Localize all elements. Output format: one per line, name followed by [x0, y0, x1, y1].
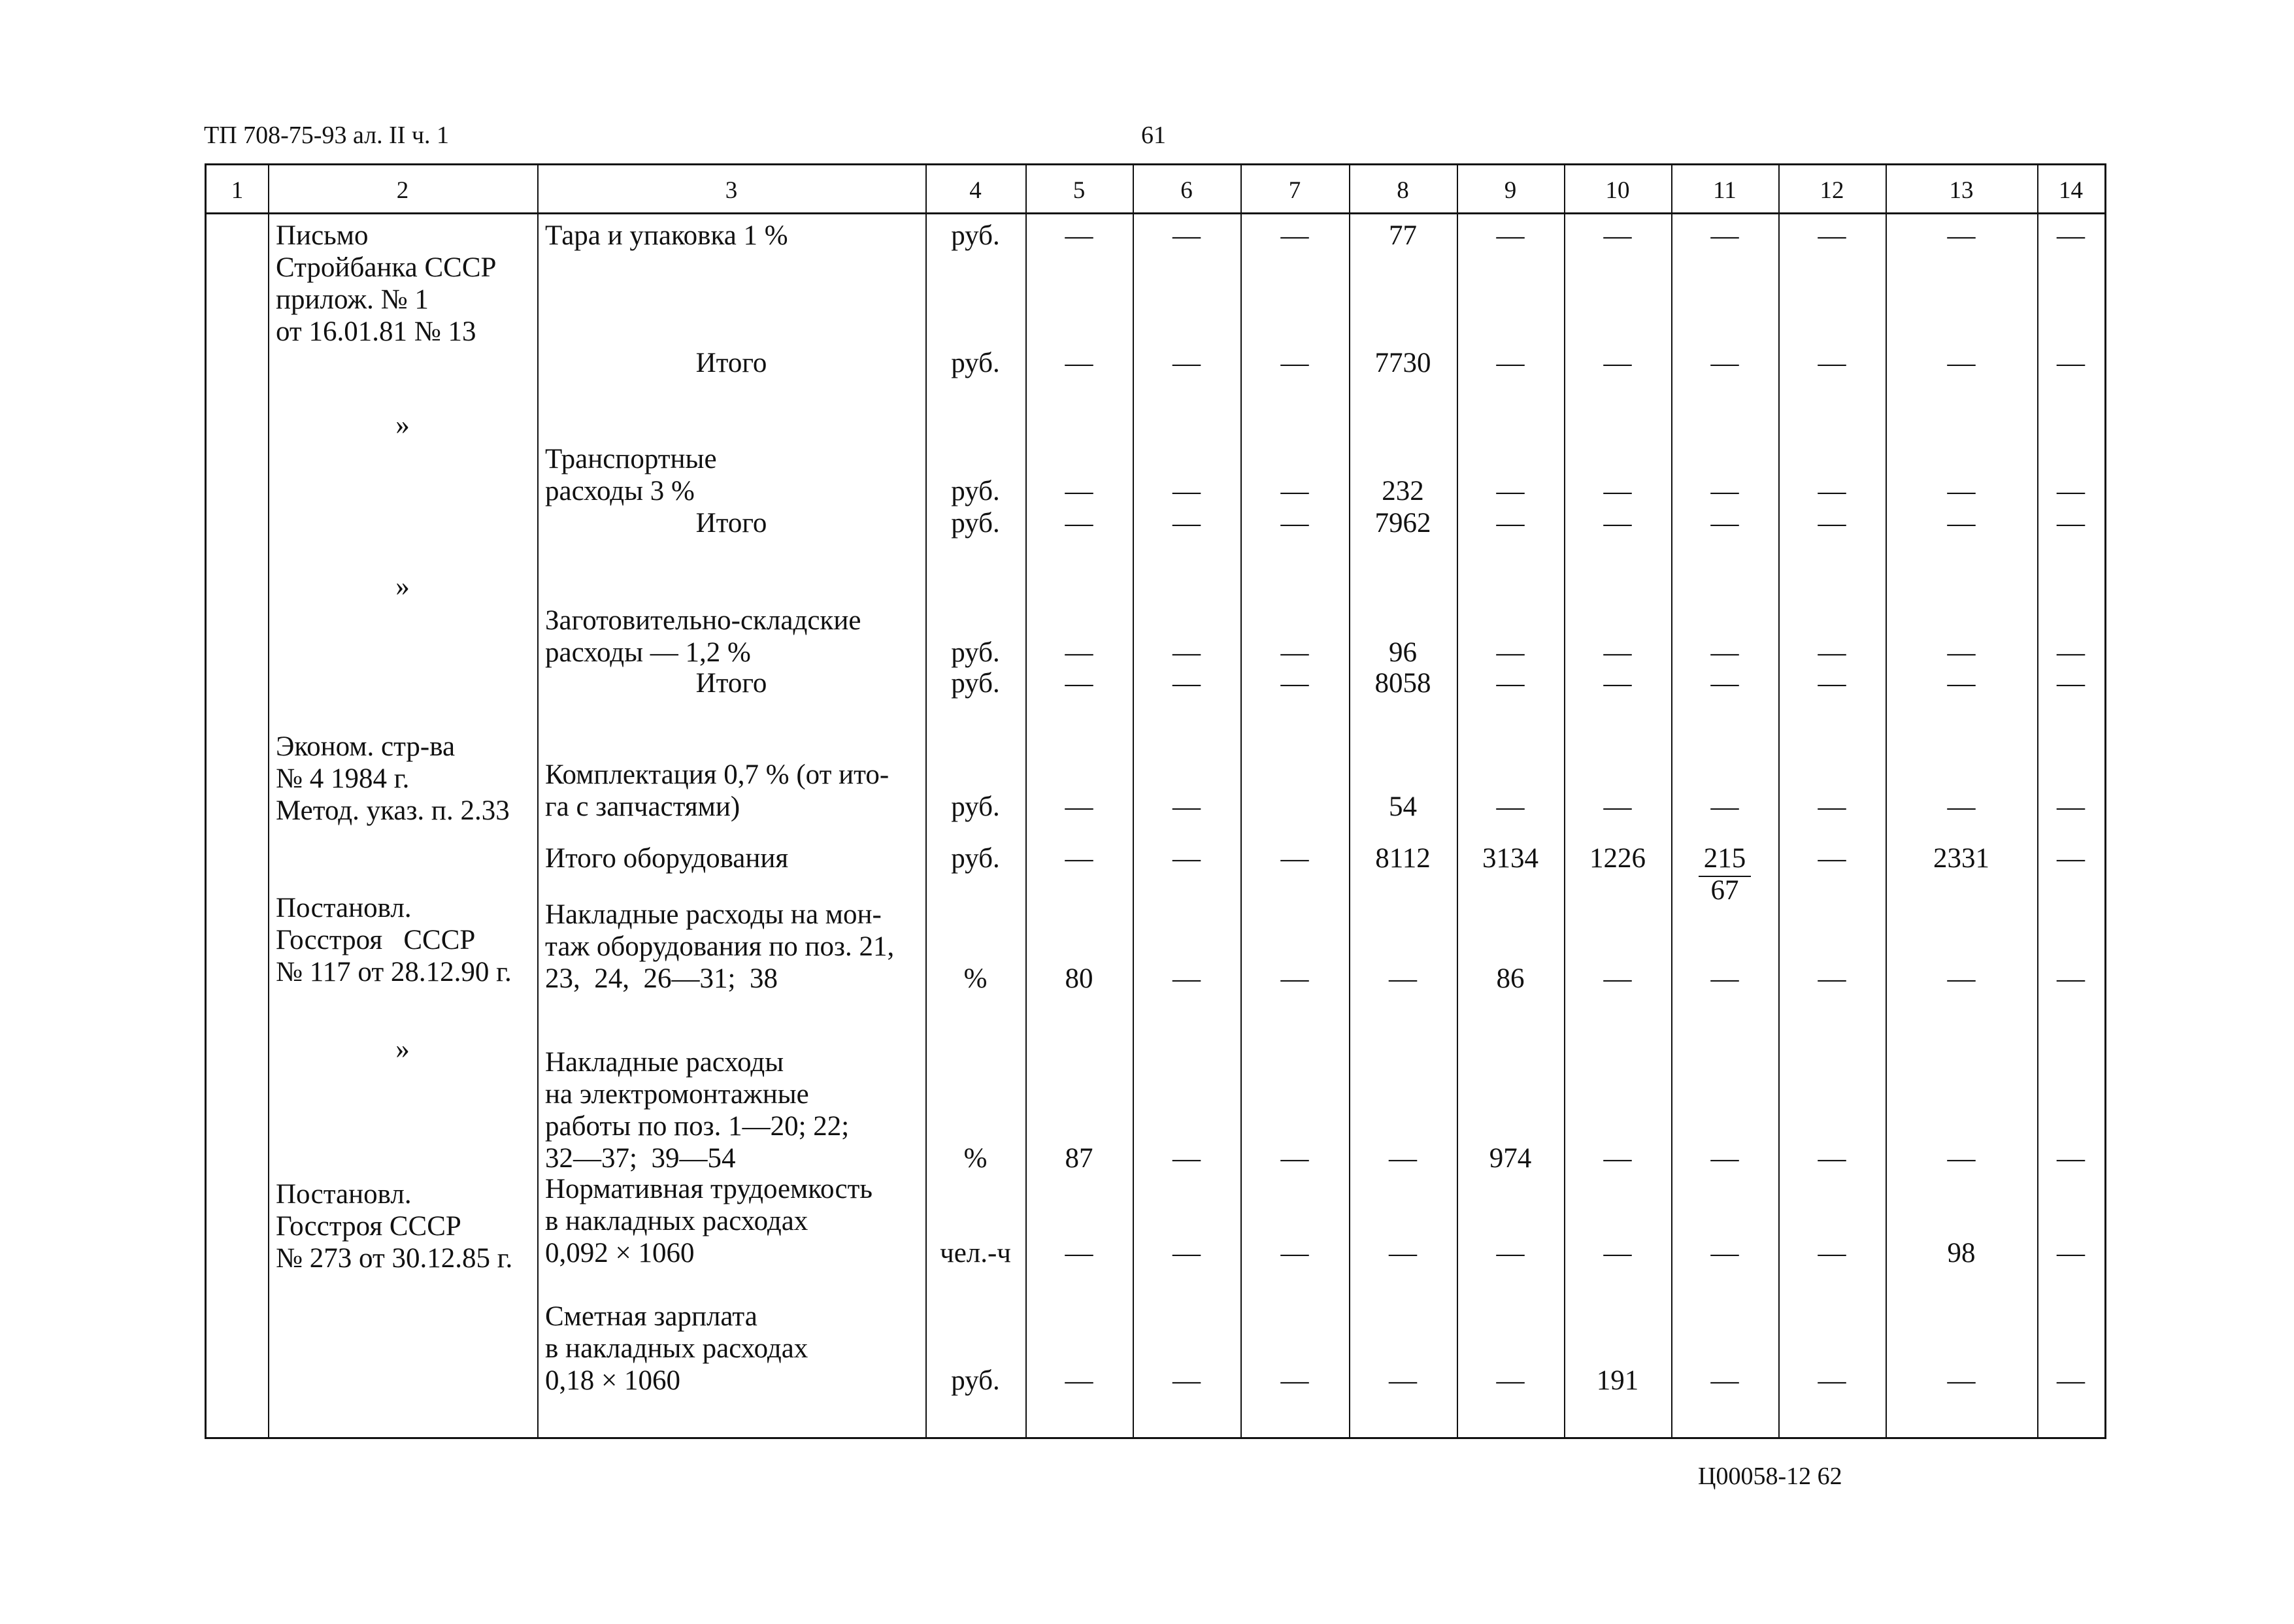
source-reference: »	[395, 410, 410, 440]
column-12-value: —	[1818, 963, 1846, 994]
column-13-value: —	[1947, 791, 1976, 822]
column-8-value: 7730	[1374, 348, 1431, 378]
column-9-value: —	[1496, 508, 1525, 539]
column-number-label: 6	[1180, 177, 1193, 204]
item-description: Сметная зарплата в накладных расходах 0,18 × 1060	[545, 1301, 808, 1396]
column-5-value: —	[1065, 1365, 1093, 1396]
column-9-value: —	[1496, 791, 1525, 822]
column-11-value: —	[1710, 668, 1739, 699]
column-9-value: —	[1496, 1238, 1525, 1268]
column-13-value: —	[1947, 1143, 1976, 1174]
column-8-value: 7962	[1374, 508, 1431, 539]
column-5-value: —	[1065, 220, 1093, 251]
subtotal-label: Итого	[695, 668, 767, 699]
column-7-value: —	[1280, 637, 1309, 668]
column-10-value: —	[1603, 220, 1632, 251]
column-13-value: —	[1947, 1365, 1976, 1396]
column-5-value: 87	[1065, 1143, 1093, 1174]
column-5-value: —	[1065, 637, 1093, 668]
column-13-value: —	[1947, 508, 1976, 539]
item-description: Транспортные расходы 3 %	[545, 444, 717, 506]
column-number-label: 13	[1949, 177, 1974, 204]
footer-page-number: 62	[1817, 1463, 1842, 1490]
column-13-value: —	[1947, 637, 1976, 668]
item-description: Тара и упаковка 1 %	[545, 220, 788, 251]
column-10-value: 1226	[1589, 843, 1646, 874]
column-10-value: —	[1603, 963, 1632, 994]
column-10-value: —	[1603, 508, 1632, 539]
column-13-value: —	[1947, 476, 1976, 506]
column-8-value: 8058	[1374, 668, 1431, 699]
column-number-label: 10	[1605, 177, 1630, 204]
column-11-value: —	[1710, 348, 1739, 378]
column-9-value: 86	[1496, 963, 1525, 994]
column-11-value: —	[1710, 1238, 1739, 1268]
column-14-value: —	[2057, 348, 2085, 378]
column-7-value: —	[1280, 1365, 1309, 1396]
column-9-value: —	[1496, 1365, 1525, 1396]
fraction-bar	[1699, 876, 1751, 877]
column-10-value: —	[1603, 476, 1632, 506]
column-number-label: 1	[231, 177, 244, 204]
document-code: ТП 708-75-93 ал. II ч. 1	[204, 122, 450, 149]
column-6-value: —	[1172, 508, 1201, 539]
column-7-value: —	[1280, 476, 1309, 506]
column-9-value: —	[1496, 668, 1525, 699]
column-11-value: —	[1710, 1365, 1739, 1396]
column-9-value: —	[1496, 348, 1525, 378]
fraction-value	[1697, 842, 1752, 906]
unit: руб.	[951, 508, 1000, 539]
column-number-label: 8	[1397, 177, 1409, 204]
column-7-value: —	[1280, 1238, 1309, 1268]
column-number-label: 14	[2059, 177, 2083, 204]
source-reference: Постановл. Госстроя СССР № 273 от 30.12.85 г.	[276, 1179, 513, 1274]
column-6-value: —	[1172, 791, 1201, 822]
column-6-value: —	[1172, 348, 1201, 378]
column-5-value: 80	[1065, 963, 1093, 994]
column-number-label: 7	[1288, 177, 1301, 204]
subtotal-label: Итого	[695, 508, 767, 539]
column-number-label: 9	[1504, 177, 1517, 204]
source-reference: Эконом. стр-ва № 4 1984 г. Метод. указ. п. 2.33	[276, 731, 510, 826]
column-10-value: —	[1603, 668, 1632, 699]
column-12-value: —	[1818, 791, 1846, 822]
column-12-value: —	[1818, 348, 1846, 378]
column-6-value: —	[1172, 220, 1201, 251]
column-7-value: —	[1280, 843, 1309, 874]
column-12-value: —	[1818, 843, 1846, 874]
column-9-value: —	[1496, 637, 1525, 668]
unit: руб.	[951, 668, 1000, 699]
column-8-value: 77	[1389, 220, 1417, 251]
column-12-value: —	[1818, 1365, 1846, 1396]
column-8-value: 96	[1389, 637, 1417, 668]
column-13-value: —	[1947, 220, 1976, 251]
column-5-value: —	[1065, 843, 1093, 874]
column-10-value: —	[1603, 1238, 1632, 1268]
column-13-value: —	[1947, 963, 1976, 994]
column-12-value: —	[1818, 637, 1846, 668]
column-10-value: —	[1603, 348, 1632, 378]
fraction-denominator: 67	[1710, 875, 1739, 906]
column-5-value: —	[1065, 508, 1093, 539]
column-9-value: —	[1496, 220, 1525, 251]
source-reference: »	[395, 571, 410, 602]
unit: руб.	[951, 1365, 1000, 1396]
source-reference: Письмо Стройбанка СССР прилож. № 1 от 16.01.81 № 13	[276, 220, 497, 347]
source-reference: »	[395, 1034, 410, 1065]
column-8-value: 8112	[1375, 843, 1431, 874]
column-11-value: —	[1710, 476, 1739, 506]
column-5-value: —	[1065, 476, 1093, 506]
item-description: Заготовительно-складские расходы — 1,2 %	[545, 605, 861, 668]
column-14-value: —	[2057, 508, 2085, 539]
column-5-value: —	[1065, 348, 1093, 378]
column-6-value: —	[1172, 963, 1201, 994]
column-6-value: —	[1172, 637, 1201, 668]
unit: руб.	[951, 348, 1000, 378]
item-description: Итого оборудования	[545, 843, 789, 874]
column-9-value: 974	[1489, 1143, 1532, 1174]
column-13-value: 2331	[1933, 843, 1989, 874]
column-5-value: —	[1065, 791, 1093, 822]
column-13-value: —	[1947, 668, 1976, 699]
unit: руб.	[951, 476, 1000, 506]
column-11-value: —	[1710, 791, 1739, 822]
page-number: 61	[1141, 122, 1166, 149]
column-10-value: —	[1603, 637, 1632, 668]
column-6-value: —	[1172, 1365, 1201, 1396]
column-12-value: —	[1818, 220, 1846, 251]
column-8-value: —	[1389, 1238, 1417, 1268]
column-14-value: —	[2057, 843, 2085, 874]
column-divider	[268, 165, 269, 1437]
item-description: Комплектация 0,7 % (от ито- га с запчастями)	[545, 759, 889, 822]
column-number-label: 11	[1713, 177, 1737, 204]
unit: чел.-ч	[940, 1238, 1011, 1268]
column-8-value: —	[1389, 1143, 1417, 1174]
column-number-label: 5	[1072, 177, 1086, 204]
unit: %	[963, 963, 988, 994]
unit: руб.	[951, 791, 1000, 822]
item-description: Накладные расходы на мон- таж оборудования по поз. 21, 23, 24, 26—31; 38	[545, 899, 895, 994]
subtotal-label: Итого	[695, 348, 767, 378]
column-11-value: —	[1710, 1143, 1739, 1174]
column-11-value: —	[1710, 508, 1739, 539]
column-number-label: 2	[396, 177, 409, 204]
column-8-value: —	[1389, 963, 1417, 994]
column-7-value: —	[1280, 963, 1309, 994]
column-6-value: —	[1172, 1238, 1201, 1268]
column-7-value: —	[1280, 348, 1309, 378]
column-12-value: —	[1818, 508, 1846, 539]
column-8-value: 232	[1382, 476, 1424, 506]
column-number-label: 4	[969, 177, 982, 204]
unit: %	[963, 1143, 988, 1174]
column-14-value: —	[2057, 637, 2085, 668]
item-description: Нормативная трудоемкость в накладных расходах 0,092 × 1060	[545, 1174, 873, 1268]
column-14-value: —	[2057, 1365, 2085, 1396]
column-10-value: 191	[1596, 1365, 1639, 1396]
column-12-value: —	[1818, 1238, 1846, 1268]
column-7-value: —	[1280, 1143, 1309, 1174]
column-14-value: —	[2057, 220, 2085, 251]
column-number-label: 12	[1820, 177, 1844, 204]
column-11-value: —	[1710, 220, 1739, 251]
footer-document-code: Ц00058-12	[1698, 1463, 1812, 1490]
column-14-value: —	[2057, 963, 2085, 994]
column-12-value: —	[1818, 476, 1846, 506]
column-14-value: —	[2057, 791, 2085, 822]
source-reference: Постановл. Госстроя СССР № 117 от 28.12.90 г.	[276, 893, 512, 987]
estimate-table	[205, 163, 2106, 1439]
column-5-value: —	[1065, 668, 1093, 699]
column-5-value: —	[1065, 1238, 1093, 1268]
column-7-value: —	[1280, 668, 1309, 699]
column-14-value: —	[2057, 668, 2085, 699]
column-10-value: —	[1603, 791, 1632, 822]
fraction-numerator: 215	[1703, 843, 1746, 874]
column-12-value: —	[1818, 668, 1846, 699]
column-6-value: —	[1172, 843, 1201, 874]
column-14-value: —	[2057, 1143, 2085, 1174]
footer-code	[1698, 1464, 1842, 1489]
column-6-value: —	[1172, 1143, 1201, 1174]
column-11-value: —	[1710, 963, 1739, 994]
column-9-value: 3134	[1482, 843, 1538, 874]
column-6-value: —	[1172, 668, 1201, 699]
column-number-label: 3	[725, 177, 738, 204]
column-11-value: —	[1710, 637, 1739, 668]
unit: руб.	[951, 220, 1000, 251]
column-10-value: —	[1603, 1143, 1632, 1174]
column-13-value: 98	[1947, 1238, 1976, 1268]
header-divider	[207, 212, 2104, 214]
column-13-value: —	[1947, 348, 1976, 378]
column-6-value: —	[1172, 476, 1201, 506]
column-7-value: —	[1280, 508, 1309, 539]
column-14-value: —	[2057, 476, 2085, 506]
unit: руб.	[951, 843, 1000, 874]
unit: руб.	[951, 637, 1000, 668]
column-8-value: —	[1389, 1365, 1417, 1396]
column-9-value: —	[1496, 476, 1525, 506]
column-12-value: —	[1818, 1143, 1846, 1174]
column-8-value: 54	[1389, 791, 1417, 822]
column-14-value: —	[2057, 1238, 2085, 1268]
column-7-value: —	[1280, 220, 1309, 251]
item-description: Накладные расходы на электромонтажные работы по поз. 1—20; 22; 32—37; 39—54	[545, 1047, 850, 1174]
